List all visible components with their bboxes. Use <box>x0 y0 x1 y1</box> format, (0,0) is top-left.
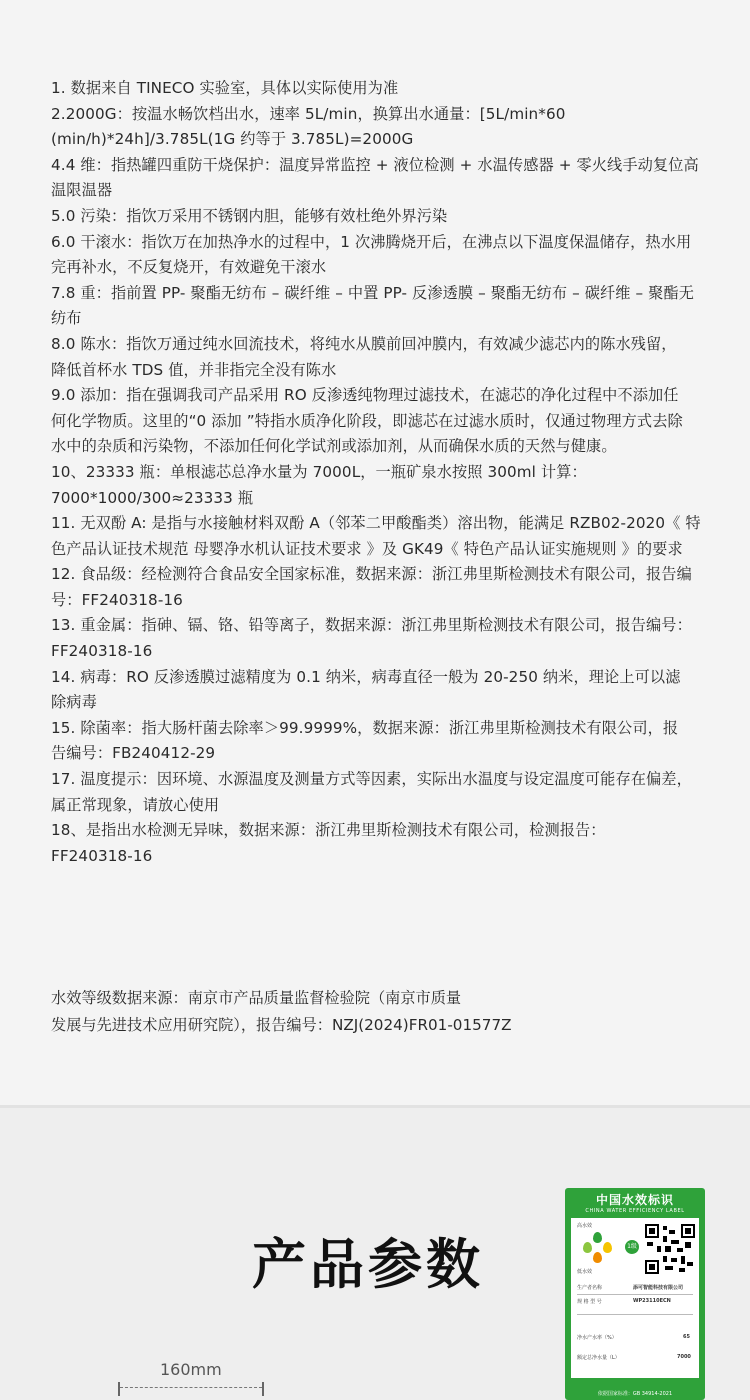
total-value: 7000 <box>677 1354 691 1360</box>
dimension-line <box>120 1387 262 1397</box>
footnote-line: (min/h)*24h]/3.785L(1G 约等于 3.785L)=2000G <box>51 130 414 149</box>
label-title: 中国水效标识 <box>595 1193 674 1207</box>
source-line: 发展与先进技术应用研究院），报告编号：NZJ(2024)FR01-01577Z <box>51 1016 512 1034</box>
label-subtitle: CHINA WATER EFFICIENCY LABEL <box>585 1208 685 1214</box>
footnote-line: FF240318-16 <box>51 846 153 865</box>
footnote-line: 18、是指出水检测无异味，数据来源：浙江弗里斯检测技术有限公司，检测报告： <box>51 821 606 840</box>
row-divider <box>577 1314 693 1315</box>
footnote-line: FF240318-16 <box>51 642 153 661</box>
dimension-label: 160mm <box>160 1360 222 1379</box>
source-line: 水效等级数据来源：南京市产品质量监督检验院（南京市质量 <box>51 989 462 1007</box>
rate-key: 净水产水率（%） <box>577 1335 617 1341</box>
footnote-line: 水中的杂质和污染物，不添加任何化学试剂或添加剂，从而确保水质的天然与健康。 <box>51 437 617 456</box>
footnote-line: 6.0 干滚水：指饮万在加热净水的过程中，1 次沸腾烧开后，在沸点以下温度保温储存，热水用 <box>51 232 692 251</box>
footnote-line: 15. 除菌率：指大肠杆菌去除率＞99.9999%，数据来源：浙江弗里斯检测技术有限公司，报 <box>51 718 679 737</box>
model-key: 规 格 型 号 <box>577 1299 602 1305</box>
footnote-line: 色产品认证技术规范 母婴净水机认证技术要求 》及 GK49《 特色产品认证实施规则 》的要求 <box>51 539 683 558</box>
manufacturer-value: 添可智能科技有限公司 <box>633 1285 684 1291</box>
manufacturer-row <box>577 1284 695 1291</box>
footnote-line: 14. 病毒：RO 反渗透膜过滤精度为 0.1 纳米，病毒直径一般为 20-250 纳米，理论上可以滤 <box>51 667 681 686</box>
footnote-line: 号：FF240318-16 <box>51 590 183 609</box>
footnote-line: 4.4 维：指热罐四重防干烧保护：温度异常监控 + 液位检测 + 水温传感器 + 零火线手动复位高 <box>51 155 699 174</box>
footnote-line: 11. 无双酚 A: 是指与水接触材料双酚 A（邻苯二甲酸酯类）溶出物，能满足 RZB02-2020《 特 <box>51 514 701 533</box>
grade-badge: 1级 <box>625 1240 639 1254</box>
footnote-line: 10、23333 瓶：单根滤芯总净水量为 7000L，一瓶矿泉水按照 300ml 计算： <box>51 462 587 481</box>
footnote-line: 8.0 陈水：指饮万通过纯水回流技术，将纯水从膜前回冲膜内，有效减少滤芯内的陈水残留， <box>51 334 677 353</box>
total-key: 额定总净水量（L） <box>577 1355 620 1361</box>
model-row <box>577 1298 695 1305</box>
total-row <box>577 1354 695 1361</box>
footnotes-list <box>51 76 721 869</box>
footnote-line: 温限温器 <box>51 181 113 200</box>
grade-low-text: 低水效 <box>577 1269 593 1275</box>
footnote-line: 5.0 污染：指饮万采用不锈钢内胆，能够有效杜绝外界污染 <box>51 206 448 225</box>
footnote-line: 7000*1000/300≈23333 瓶 <box>51 488 254 507</box>
grade-high-text: 高水效 <box>577 1223 593 1229</box>
footnote-line: 9.0 添加：指在强调我司产品采用 RO 反渗透纯物理过滤技术，在滤芯的净化过程中不添加任 <box>51 386 679 405</box>
footnote-line: 2.2000G：按温水畅饮档出水，速率 5L/min，换算出水通量：[5L/min*60 <box>51 104 566 123</box>
rate-row <box>577 1334 695 1341</box>
footnote-line: 1. 数据来自 TINECO 实验室，具体以实际使用为准 <box>51 79 399 97</box>
label-body <box>571 1218 699 1378</box>
footnote-line: 7.8 重：指前置 PP- 聚酯无纺布 – 碳纤维 – 中置 PP- 反渗透膜 – 聚酯无纺布 – 碳纤维 – 聚酯无 <box>51 283 694 302</box>
footnote-line: 降低首杯水 TDS 值，并非指完全没有陈水 <box>51 360 337 379</box>
water-drops-icon <box>579 1232 619 1264</box>
footnote-line: 属正常现象，请放心使用 <box>51 795 220 814</box>
model-value: WP23110ECN <box>633 1298 671 1304</box>
footnote-line: 除病毒 <box>51 693 97 712</box>
water-efficiency-label <box>565 1188 705 1400</box>
footnote-line: 告编号：FB240412-29 <box>51 744 216 763</box>
row-divider <box>577 1294 693 1295</box>
label-footer: 依据国家标准：GB 34914-2021 <box>597 1391 673 1397</box>
qr-code-icon <box>645 1224 695 1274</box>
footnote-line: 13. 重金属：指砷、镉、铬、铅等离子，数据来源：浙江弗里斯检测技术有限公司，报告编号： <box>51 616 692 635</box>
rate-value: 65 <box>683 1334 690 1340</box>
params-title: 产品参数 <box>252 1233 484 1296</box>
footnote-line: 12. 食品级：经检测符合食品安全国家标准，数据来源：浙江弗里斯检测技术有限公司，报告编 <box>51 565 692 584</box>
footnote-line: 纺布 <box>51 309 82 328</box>
footnote-line: 17. 温度提示：因环境、水源温度及测量方式等因素，实际出水温度与设定温度可能存在偏差， <box>51 770 692 789</box>
footnote-line: 完再补水，不反复烧开，有效避免干滚水 <box>51 258 327 277</box>
label-header <box>565 1188 705 1218</box>
water-efficiency-source <box>51 985 571 1039</box>
footnote-line: 何化学物质。这里的“0 添加 ”特指水质净化阶段，即滤芯在过滤水质时，仅通过物理方式去除 <box>51 411 683 430</box>
manufacturer-key: 生产者名称 <box>577 1285 603 1291</box>
